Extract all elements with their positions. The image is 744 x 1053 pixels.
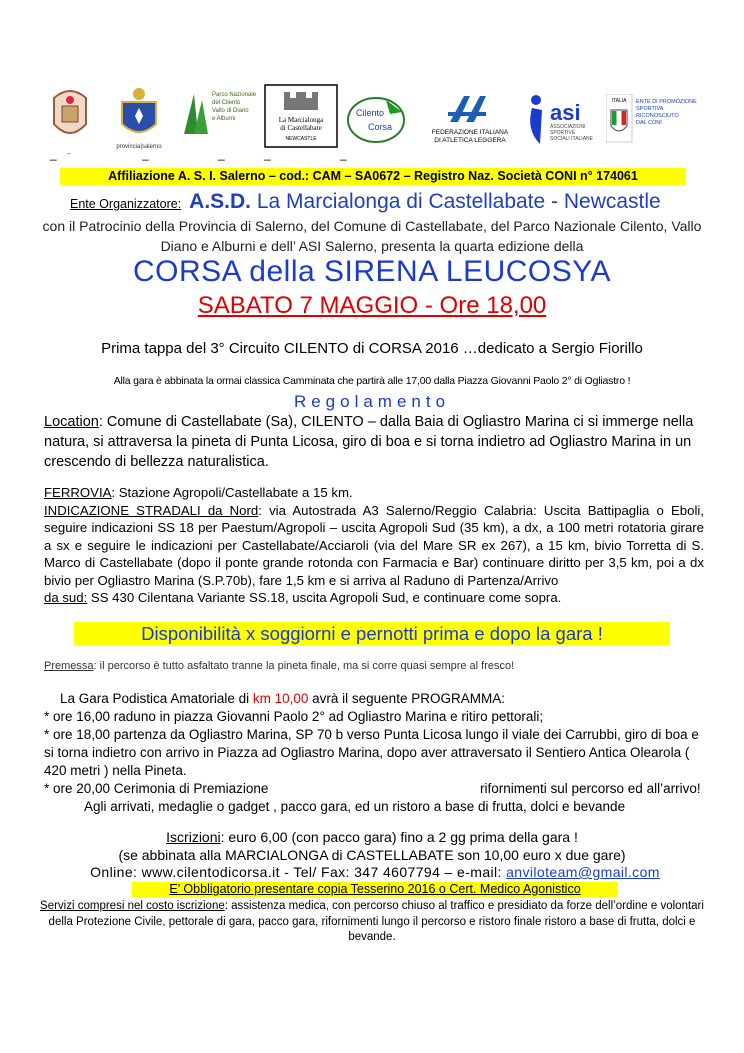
parco-nazionale-logo [180, 84, 260, 144]
svg-text:ENTE DI PROMOZIONE: ENTE DI PROMOZIONE [636, 99, 697, 105]
affiliazione-banner: Affiliazione A. S. I. Salerno – cod.: CAM – SA0672 – Registro Naz. Società CONI n° 174061 [60, 168, 686, 185]
asi-logo [524, 90, 604, 150]
cilento-di-corsa-logo [346, 94, 408, 144]
da-sud-text: SS 430 Cilentana Variante SS.18, uscita Agropoli Sud, e continuare come sopra. [87, 590, 562, 605]
svg-text:Corsa: Corsa [368, 122, 393, 132]
svg-text:DAL CONI: DAL CONI [636, 120, 662, 126]
location-text: : Comune di Castellabate (Sa), CILENTO – dalla Baia di Ogliastro Marina ci si immerge nella natura, si attraversa la pineta di Punta Licosa, giro di boa e si torna indietro ad Ogliastro Marina in un crescendo di bellezza naturalistica. [44, 414, 694, 470]
fidal-logo [420, 92, 520, 148]
ente-org-name [189, 190, 661, 213]
iscrizioni-label: Iscrizioni [166, 829, 221, 845]
programma-item: * ore 16,00 raduno in piazza Giovanni Paolo 2° ad Ogliastro Marina e ritiro pettorali; [44, 709, 544, 724]
iscrizioni-line [40, 828, 704, 846]
svg-text:NEWCASTLE: NEWCASTLE [285, 136, 317, 142]
svg-text:Vallo di Diano: Vallo di Diano [212, 108, 249, 114]
servizi-paragraph [40, 899, 704, 946]
camminata-note: Alla gara è abbinata la ormai classica Camminata che partirà alle 17,00 dalla Piazza Giovanni Paolo 2° di Ogliastro ! [113, 375, 631, 387]
svg-text:La Marcialonga: La Marcialonga [278, 116, 324, 124]
programma-item: * ore 20,00 Cerimonia di Premiazione [44, 781, 269, 796]
programma-intro [44, 690, 708, 708]
location-label: Location [44, 414, 99, 430]
svg-text:di Castellabate: di Castellabate [280, 124, 322, 132]
svg-text:SPORTIVE: SPORTIVE [550, 130, 576, 136]
prima-tappa-text: Prima tappa del 3° Circuito CILENTO di CORSA 2016 …dedicato a Sergio Fiorillo [101, 340, 643, 357]
travel-info [44, 484, 704, 607]
iscrizioni-text: : euro 6,00 (con pacco gara) fino a 2 gg prima della gara ! [220, 829, 578, 845]
svg-text:SOCIALI ITALIANE: SOCIALI ITALIANE [550, 136, 593, 142]
iscrizioni-line2: (se abbinata alla MARCIALONGA di CASTELLABATE son 10,00 euro x due gare) [118, 847, 626, 863]
da-sud-label: da sud: [44, 590, 88, 605]
indicazioni-label: INDICAZIONE STRADALI da Nord [44, 502, 259, 518]
provincia-salerno-logo [114, 84, 164, 150]
ente-organizzatore [70, 188, 661, 218]
obbligatorio-banner: E’ Obbligatorio presentare copia Tesserino 2016 o Cert. Medico Agonistico [132, 882, 618, 897]
event-title: CORSA della SIRENA LEUCOSYA [132, 255, 612, 288]
provincia-caption: provincia|salerno [116, 144, 162, 150]
premessa-line [44, 660, 514, 672]
rifornimenti-note: rifornimenti sul percorso ed all’arrivo! [480, 781, 701, 796]
contact-line [50, 864, 700, 880]
ente-label: Ente Organizzatore: [70, 197, 182, 211]
premessa-text: : il percorso è tutto asfaltato tranne la pineta finale, ma si corre quasi sempre al fresco! [93, 660, 515, 672]
da-sud-line [44, 589, 704, 607]
email-link[interactable]: anviloteam@gmail.com [506, 864, 660, 880]
programma-intro-a: La Gara Podistica Amatoriale di [60, 691, 253, 706]
svg-text:ASSOCIAZIONI: ASSOCIAZIONI [550, 124, 586, 130]
servizi-label: Servizi compresi nel costo iscrizione [40, 900, 225, 912]
indicazioni-text: : via Autostrada A3 Salerno/Reggio Calabria: Uscita Battipaglia o Eboli, seguire indicazioni SS 18 per Paestum/Agropoli – uscita Agropoli Sud (35 km), a dx, a 100 metri rotatoria girare a sx e seguire le indicazioni per Castellabate/Acciaroli (via del Mare SR ex 267), a 15 km, bivio Torretta di S. Marco di Castellabate (dopo il ponte grande rotonda con Farmacia e Bar) continuare diritto per 3,5 km, poi a dx bivio per Ogliastro Marina (S.P.70b), fare 1,5 km e si arriva al Raduno di Partenza/Arrivo [44, 502, 704, 588]
indicazioni-paragraph [44, 502, 704, 590]
contact-text: Online: www.cilentodicorsa.it - Tel/ Fax: 347 4607794 – e-mail: [90, 864, 507, 880]
coni-logo [606, 94, 710, 144]
svg-text:ITALIA: ITALIA [611, 98, 627, 104]
svg-text:Parco Nazionale: Parco Nazionale [212, 92, 257, 98]
programma-intro-b: avrà il seguente PROGRAMMA: [308, 691, 505, 706]
regolamento-heading: Regolamento [293, 392, 451, 411]
svg-text:asi: asi [550, 100, 581, 125]
castellabate-crest-logo: _ [48, 84, 92, 144]
ente-org-bold: A.S.D. [189, 190, 252, 213]
disponibilita-banner: Disponibilità x soggiorni e pernotti prima e dopo la gara ! [74, 622, 670, 645]
ente-org-rest: La Marcialonga di Castellabate - Newcastle [251, 190, 661, 213]
patrocinio-text: con il Patrocinio della Provincia di Salerno, del Comune di Castellabate, del Parco Nazionale Cilento, Vallo Diano e Alburni e dell’ ASI Salerno, presenta la quarta edizione della [42, 218, 702, 254]
programma-section [44, 690, 708, 816]
ferrovia-label: FERROVIA [44, 485, 112, 500]
programma-item-row [44, 780, 708, 798]
svg-text:RICONOSCIUTO: RICONOSCIUTO [636, 113, 679, 119]
svg-text:FEDERAZIONE ITALIANA: FEDERAZIONE ITALIANA [431, 129, 509, 136]
arrivati-line: Agli arrivati, medaglie o gadget , pacco gara, ed un ristoro a base di frutta, dolci e bevande [84, 799, 626, 814]
ferrovia-line [44, 484, 704, 502]
programma-km: km 10,00 [252, 691, 309, 706]
svg-text:Cilento: Cilento [356, 108, 385, 118]
premessa-label: Premessa [44, 660, 94, 672]
svg-text:e Alburni: e Alburni [212, 116, 236, 122]
programma-item: * ore 18,00 partenza da Ogliastro Marina, SP 70 b verso Punta Licosa lungo il viale dei Carrubbi, giro di boa e si torna indietro con arrivo in Piazza ad Ogliastro Marina, dopo aver attraversato il Sentiero Antica Olearola ( 420 metri ) nella Pineta. [44, 727, 699, 778]
svg-text:del Cilento: del Cilento [212, 100, 241, 106]
ferrovia-text: : Stazione Agropoli/Castellabate a 15 km. [111, 485, 353, 500]
svg-text:DI ATLETICA LEGGERA: DI ATLETICA LEGGERA [434, 137, 506, 144]
iscrizioni-section [40, 828, 704, 864]
event-date: SABATO 7 MAGGIO - Ore 18,00 [197, 292, 547, 319]
marcialonga-logo [264, 84, 338, 150]
logo-strip: _ provincia|salerno Parco Nazionale del Cilento Vallo di Diano e Alburni La Marcialonga di Castellabate NEWCASTLE Cilento Corsa FEDERAZIONE ITALIANA DI ATLETICA LEGGERA asi ASSOCIAZIONI SPORTIVE SOCIALI ITALIANE ITALIA ENTE DI PROMOZIONE SPORTIVA RICONOSCIUTO DAL CONI _ _ _ _ _ [40, 84, 710, 156]
location-paragraph [44, 412, 704, 472]
servizi-text: : assistenza medica, con percorso chiuso al traffico e presidiato da forze dell’ordine e volontari della Protezione Civile, pettorale di gara, pacco gara, rifornimenti lungo il percorso e ristoro finale ristoro a base di frutta, dolci e bevande. [48, 900, 704, 943]
svg-text:SPORTIVA: SPORTIVA [636, 106, 664, 112]
